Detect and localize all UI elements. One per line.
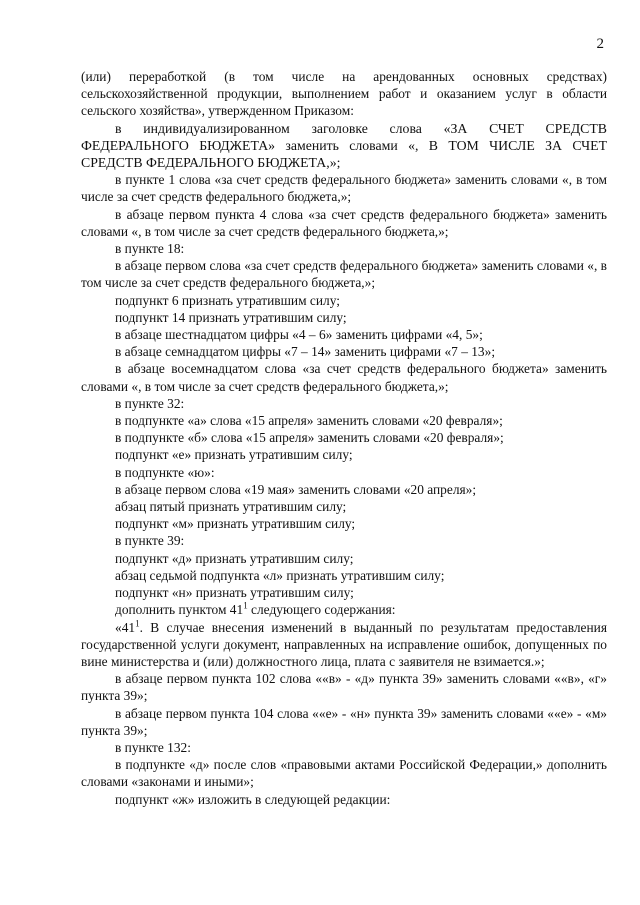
page-number: 2 [596, 36, 604, 52]
paragraph: абзац пятый признать утратившим силу; [115, 499, 347, 515]
paragraph: абзац седьмой подпункта «л» признать утратившим силу; [115, 567, 445, 583]
paragraph: подпункт «ж» изложить в следующей редакции: [115, 791, 391, 807]
superscript: 1 [135, 618, 140, 629]
paragraph: в индивидуализированном заголовке слова «ЗА СЧЕТ СРЕДСТВ ФЕДЕРАЛЬНОГО БЮДЖЕТА» заменить словами «, В ТОМ ЧИСЛЕ ЗА СЧЕТ СРЕДСТВ ФЕДЕРАЛЬНОГО БЮДЖЕТА,»; [81, 120, 607, 171]
paragraph: подпункт «д» признать утратившим силу; [115, 550, 354, 566]
paragraph: в подпункте «ю»: [115, 464, 215, 480]
paragraph: подпункт 14 признать утратившим силу; [115, 309, 347, 325]
paragraph: в абзаце первом слова «за счет средств федерального бюджета» заменить словами «, в том числе за счет средств федерального бюджета,»; [81, 258, 607, 291]
insert-text-before: дополнить пунктом 41 [115, 602, 244, 618]
paragraph: в абзаце шестнадцатом цифры «4 – 6» заменить цифрами «4, 5»; [115, 327, 483, 343]
paragraph: (или) переработкой (в том числе на арендованных основных средствах) сельскохозяйственной продукции, выполнением работ и оказанием услуг в области сельского хозяйства», утвержденном Приказом: [81, 69, 607, 119]
paragraph: в абзаце первом пункта 4 слова «за счет средств федерального бюджета» заменить словами «, в том числе за счет средств федерального бюджета,»; [81, 206, 607, 239]
paragraph: в пункте 18: [115, 241, 185, 257]
paragraph: в абзаце семнадцатом цифры «7 – 14» заменить цифрами «7 – 13»; [115, 344, 496, 360]
paragraph: в подпункте «б» слова «15 апреля» заменить словами «20 февраля»; [115, 430, 504, 446]
paragraph: в пункте 132: [115, 739, 191, 755]
paragraph: в пункте 32: [115, 395, 185, 411]
insert-paragraph [81, 601, 607, 618]
paragraph: подпункт «е» признать утратившим силу; [115, 447, 353, 463]
paragraph: в абзаце первом пункта 102 слова ««в» - «д» пункта 39» заменить словами ««в», «г» пункта 39»; [81, 671, 607, 704]
paragraph: подпункт «м» признать утратившим силу; [115, 516, 356, 532]
superscript: 1 [243, 600, 248, 611]
paragraph: в подпункте «д» после слов «правовыми актами Российской Федерации,» дополнить словами «законами и иными»; [81, 757, 607, 790]
quote-text-after: . В случае внесения изменений в выданный по результатам предоставления государственной услуги документ, направленных на исправление ошибок, допущенных по вине министерства и (или) должностного лица, плата с заявителя не взимается.»; [81, 619, 607, 669]
paragraph: подпункт «н» признать утратившим силу; [115, 585, 354, 601]
paragraph: в пункте 1 слова «за счет средств федерального бюджета» заменить словами «, в том числе за счет средств федерального бюджета,»; [81, 172, 607, 205]
insert-text-after: следующего содержания: [247, 602, 396, 618]
paragraph: в пункте 39: [115, 533, 185, 549]
quote-text-before: «41 [115, 619, 136, 635]
paragraph: подпункт 6 признать утратившим силу; [115, 292, 340, 308]
quoted-paragraph [81, 619, 607, 671]
paragraph: в подпункте «а» слова «15 апреля» заменить словами «20 февраля»; [115, 413, 503, 429]
paragraph: в абзаце первом слова «19 мая» заменить словами «20 апреля»; [115, 481, 477, 497]
paragraph: в абзаце первом пункта 104 слова ««е» - «н» пункта 39» заменить словами ««е» - «м» пункта 39»; [81, 705, 607, 738]
paragraph: в абзаце восемнадцатом слова «за счет средств федерального бюджета» заменить словами «, в том числе за счет средств федерального бюджета,»; [81, 361, 607, 394]
document-body [81, 68, 607, 808]
